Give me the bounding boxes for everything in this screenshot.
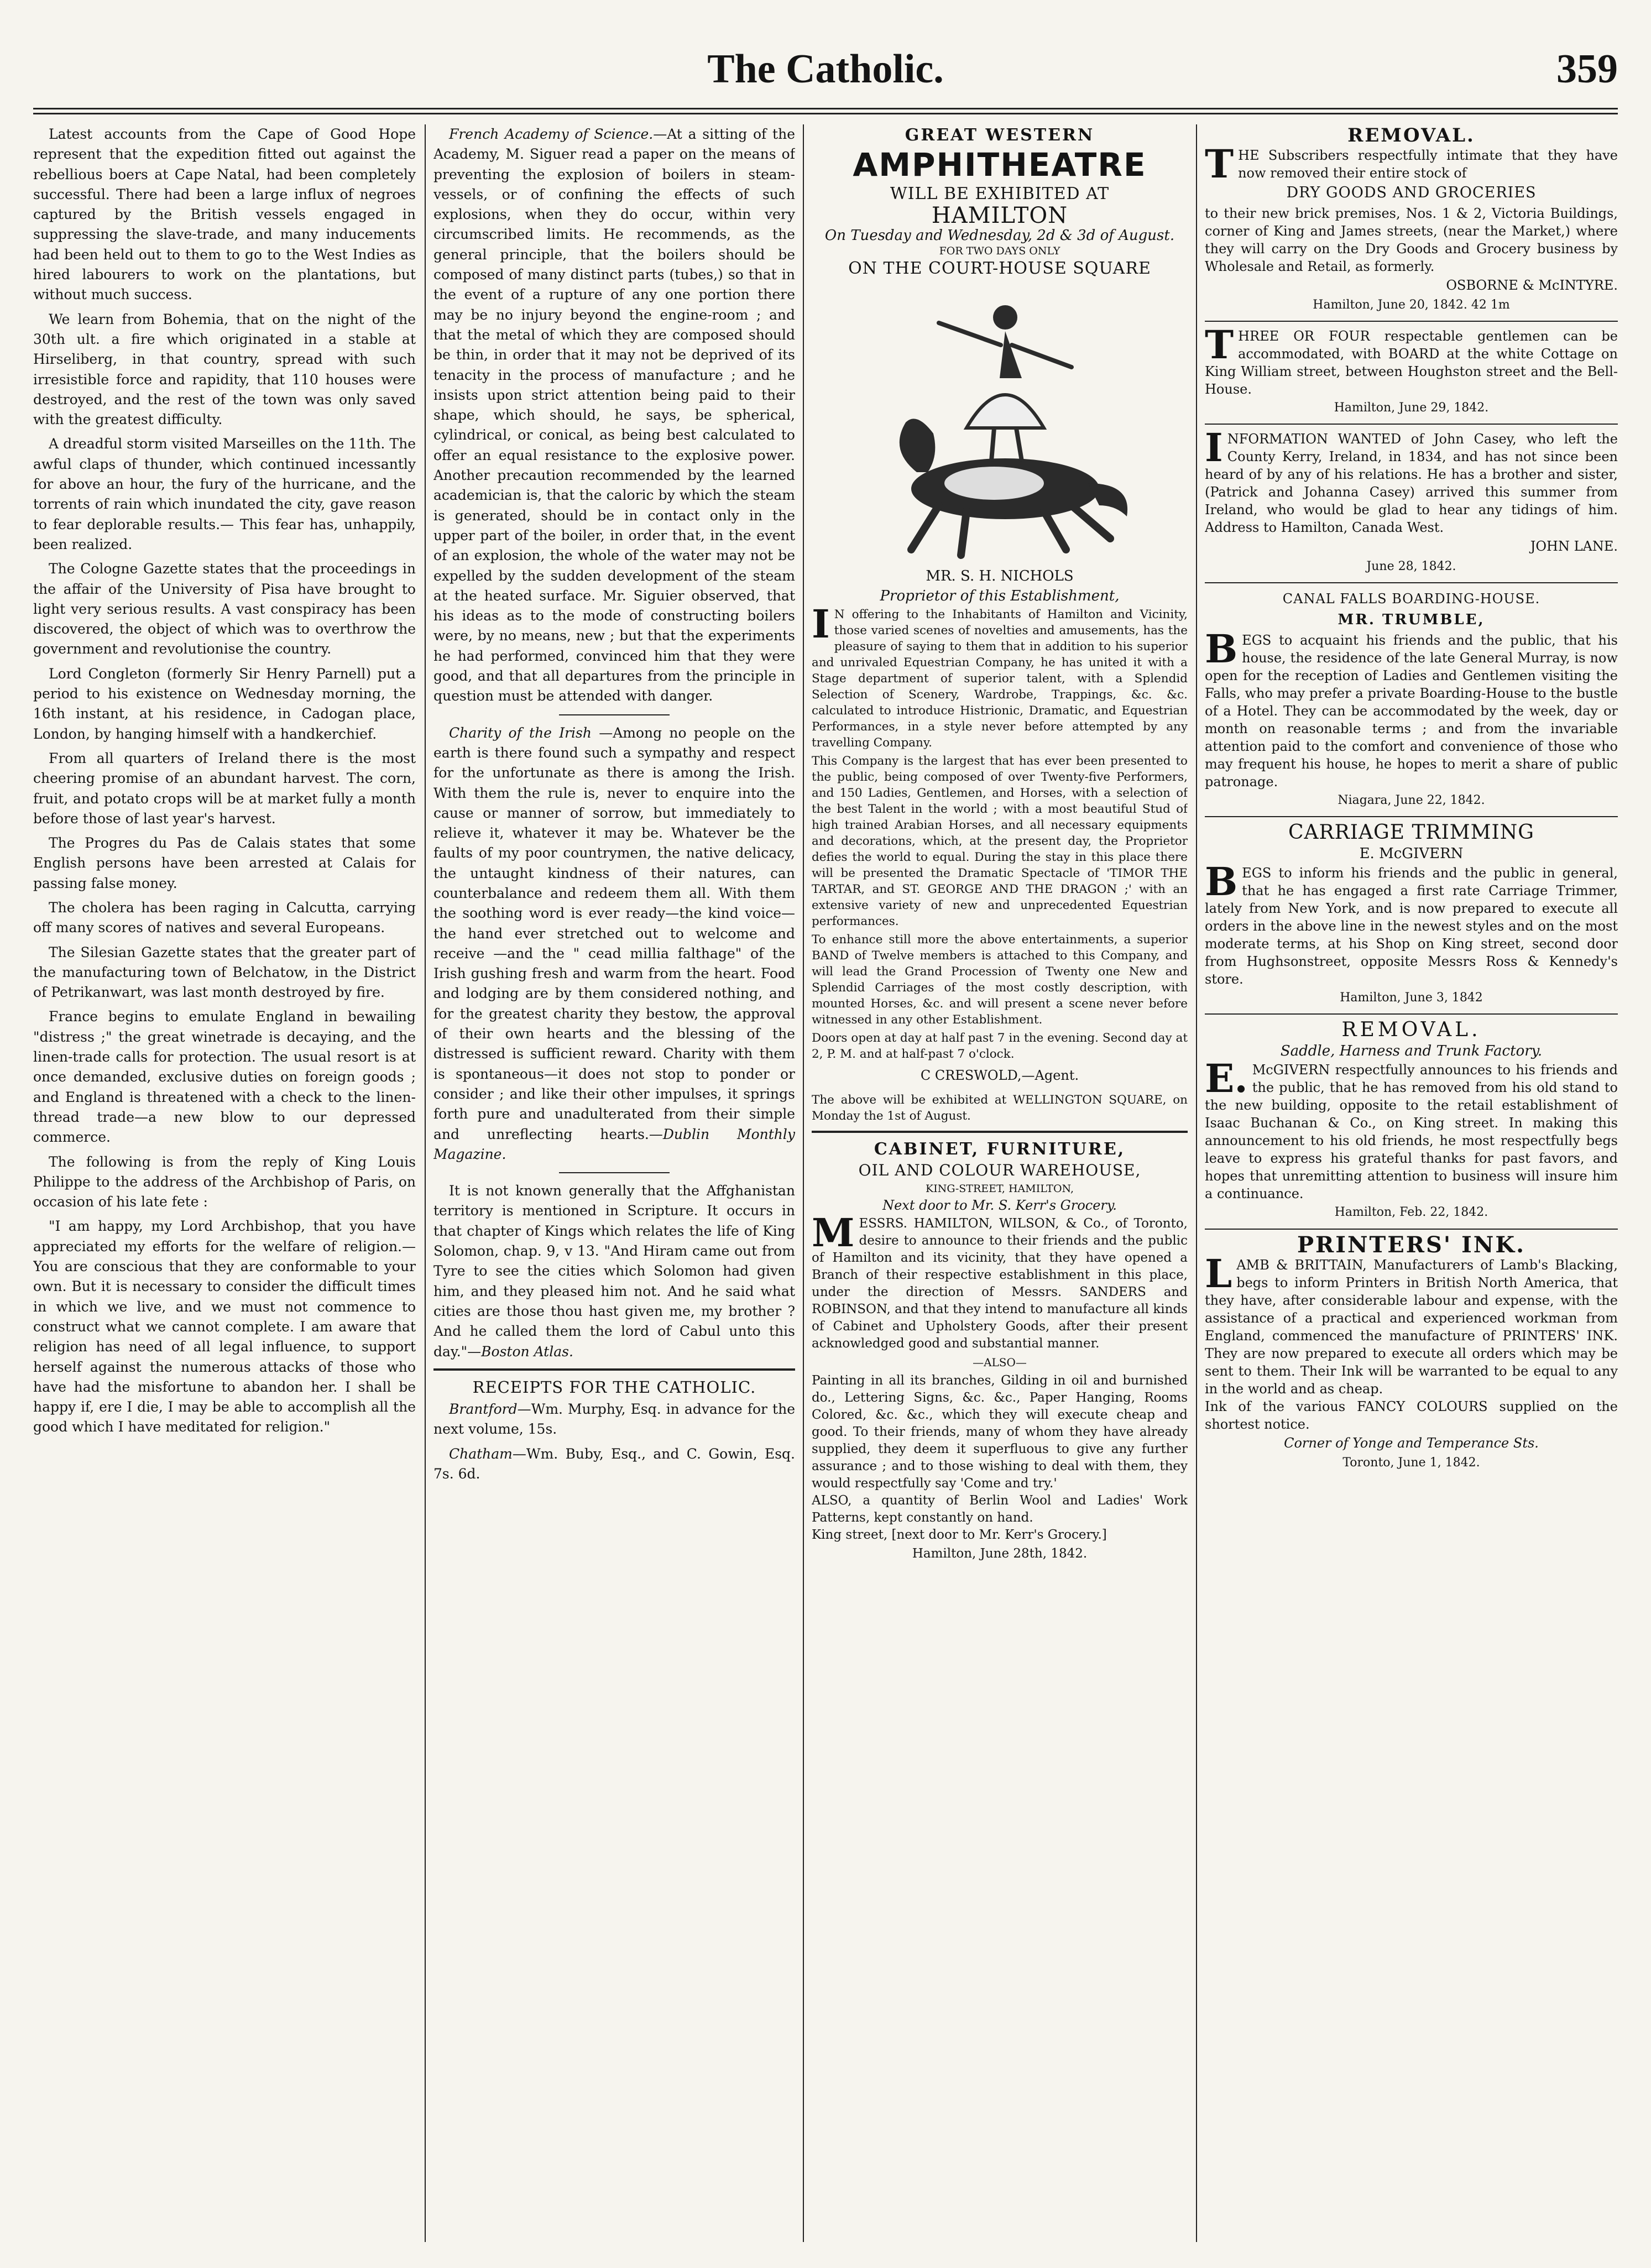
advert-subheading: OIL AND COLOUR WAREHOUSE, — [858, 1161, 1141, 1180]
receipts-heading: RECEIPTS FOR THE CATHOLIC. — [472, 1377, 756, 1397]
advert-location: ON THE COURT-HOUSE SQUARE — [848, 258, 1151, 278]
advert-heading: CABINET, FURNITURE, — [874, 1140, 1126, 1159]
newspaper-title: The Catholic. — [707, 46, 944, 92]
article-paragraph: The Progres du Pas de Calais states that some English persons have been arrested at Calais for passing false money. — [33, 835, 416, 891]
section-rule — [812, 1131, 1188, 1133]
advert-body: Painting in all its branches, Gilding in oil and burnished do., Lettering Signs, &c. &c., Paper Hanging, Rooms Colored, &c. &c., which they will execute cheap and good. To their friends, many of whom they have already supplied, they deem it superfluous to give any further assurance ; and to those wishing to deal with them, they would respectfully say 'Come and try.' — [812, 1373, 1188, 1491]
divider — [1205, 1229, 1618, 1230]
article-paragraph: Latest accounts from the Cape of Good Hope represent that the expedition fitted out against the rebellious boers at Cape Natal, had been completely successful. There had been a large influx of negroes captured by the British vessels engaged in suppressing the slave-trade, and many inducements had been held out to them to go to the West Indies as hired labourers to work on the plantations, but without much success. — [33, 126, 416, 303]
advert-heading: REMOVAL. — [1341, 1018, 1481, 1041]
advert-goods: DRY GOODS AND GROCERIES — [1286, 184, 1537, 202]
advert-body: To enhance still more the above entertainments, a superior BAND of Twelve members is attached to this Company, and will lead the Grand Procession of Twenty one New and Splendid Carriages of the most costly description, with mounted Horses, &c. and will present a scene never before witnessed in any other Establishment. — [812, 932, 1188, 1027]
advert-body: BEGS to acquaint his friends and the public, that his house, the residence of the late General Murray, is now open for the reception of Ladies and Gentlemen visiting the Falls, who may prefer a private Boarding-House to the bustle of a Hotel. They can be accommodated by the week, day or month on reasonable terms ; and from the invariable attention paid to the comfort and convenience of those who may frequent his house, he hopes to merit a share of public patronage. — [1205, 625, 1618, 790]
advert-signature: JOHN LANE. — [1530, 539, 1618, 555]
advert-body: Doors open at day at half past 7 in the evening. Second day at 2, P. M. and at half-past 7 o'clock. — [812, 1031, 1188, 1061]
article-lead: French Academy of Science. — [449, 126, 654, 142]
equestrian-illustration-icon — [856, 284, 1143, 561]
advert-date: Hamilton, June 3, 1842 — [1340, 990, 1483, 1005]
advert-signature: OSBORNE & McINTYRE. — [1446, 277, 1618, 293]
receipt-entry: Brantford—Wm. Murphy, Esq. in advance for the next volume, 15s. — [433, 1401, 795, 1438]
article-paragraph: French Academy of Science.—At a sitting of the Academy, M. Siguer read a paper on the means of preventing the explosion of boilers in steam-vessels, or of confining the effects of such explosions, when they do occur, within very circumscribed limits. He recommends, as the general principle, that the boilers should be composed of many distinct parts (tubes,) so that in the event of a rupture of any one portion there may be no injury beyond the engine-room ; and that the metal of which they are composed should be thin, in order that it may not be deprived of its tenacity in the process of manufacture ; and he insists upon strict attention being paid to their shape, which should, he says, be spherical, cylindrical, or conical, as being best calculated to offer an equal resistance to the explosive power. Another precaution recommended by the learned academician is, that the caloric by which the steam is generated, should be in contact only in the upper part of the boiler, in order that, in the event of an explosion, the whole of the water may not be expelled by the sudden development of the steam at the heated surface. Mr. Siguier observed, that his ideas as to the mode of constructing boilers were, by no means, new ; but that the experiments he had performed, convinced him that they were good, and that all departures from the principle in question must be attended with danger. — [433, 126, 795, 704]
advert-heading: CARRIAGE TRIMMING — [1288, 821, 1534, 844]
advert-body: to their new brick premises, Nos. 1 & 2, Victoria Buildings, corner of King and James streets, (near the Market,) where they will carry on the Dry Goods and Grocery business by Wholesale and Retail, as formerly. — [1205, 205, 1618, 274]
article-paragraph: The Cologne Gazette states that the proceedings in the affair of the University of Pisa have brought to light very serious results. A vast conspiracy has been discovered, the object of which was to overthrow the government and revolutionise the country. — [33, 561, 416, 657]
proprietor-name: MR. S. H. NICHOLS — [926, 568, 1074, 585]
column-divider — [425, 124, 426, 2242]
advert-date: Niagara, June 22, 1842. — [1337, 793, 1485, 807]
divider — [1205, 816, 1618, 817]
divider — [559, 1172, 670, 1173]
advert-also: —ALSO— — [973, 1355, 1027, 1369]
advert-date: Hamilton, June 29, 1842. — [1334, 401, 1489, 415]
article-paragraph: The cholera has been raging in Calcutta, carrying off many scores of natives and several Europeans. — [33, 899, 416, 936]
advert-date: Toronto, June 1, 1842. — [1342, 1456, 1480, 1470]
advert-name: E. McGIVERN — [1359, 845, 1464, 863]
divider — [1205, 582, 1618, 583]
advert-column-4 — [1205, 124, 1618, 2242]
advert-subheading: MR. TRUMBLE, — [1337, 612, 1485, 629]
article-paragraph: We learn from Bohemia, that on the night of the 30th ult. a fire which originated in a stable at Hirseliberg, in that country, spread with such irresistible force and rapidity, that 110 houses were destroyed, and the rest of the town was only saved with the greatest difficulty. — [33, 311, 416, 428]
masthead-rule-bottom — [33, 113, 1618, 114]
article-paragraph: The following is from the reply of King Louis Philippe to the address of the Archbishop of Paris, on occasion of his late fete : — [33, 1153, 416, 1210]
advert-heading: AMPHITHEATRE — [853, 146, 1147, 184]
divider — [1205, 321, 1618, 322]
advert-date: Hamilton, Feb. 22, 1842. — [1334, 1205, 1488, 1220]
advert-body: THE Subscribers respectfully intimate that they have now removed their entire stock of — [1205, 141, 1618, 187]
advert-body: LAMB & BRITTAIN, Manufacturers of Lamb's Blacking, begs to inform Printers in British North America, that they have, after considerable labour and expense, with the assistance of a practical and experienced workman from England, commenced the manufacture of PRINTERS' INK. They are now prepared to execute all orders which may be sent to them. Their Ink will be warranted to be equal to any in the world and as cheap. — [1205, 1251, 1618, 1397]
advert-date: Hamilton, June 20, 1842. 42 1m — [1313, 297, 1510, 312]
divider — [1205, 424, 1618, 425]
advert-subheading: GREAT WESTERN — [905, 126, 1095, 145]
advert-body: Ink of the various FANCY COLOURS supplied on the shortest notice. — [1205, 1399, 1618, 1433]
advert-body: E. McGIVERN respectfully announces to his friends and the public, that he has removed from his old stand to the new building, opposite to the retail establishment of Isaac Buchanan & Co., on King street. In making this announcement to his old friends, he most respectfully begs leave to express his grateful thanks for past favors, and hopes that unremitting attention to business will insure him a continuance. — [1205, 1055, 1618, 1202]
advert-heading: REMOVAL. — [1347, 124, 1475, 147]
advert-address: KING-STREET, HAMILTON, — [926, 1182, 1074, 1195]
divider — [1205, 1013, 1618, 1015]
article-lead: Charity of the Irish — [449, 724, 592, 741]
section-rule — [433, 1368, 795, 1371]
news-column-1 — [33, 124, 416, 2242]
column-divider — [1196, 124, 1197, 2242]
advert-body: This Company is the largest that has ever been presented to the public, being composed of over Twenty-five Performers, and 150 Ladies, Gentlemen, and Horses, with a selection of the best Talent in the world ; with a most beautiful Stud of high trained Arabian Horses, and all necessary equipments and decorations, which, at the present day, the Proprietor defies the world to equal. During the stay in this place there will be presented the Dramatic Spectacle of 'TIMOR THE TARTAR, and ST. GEORGE AND THE DRAGON ;' with an extensive variety of new and unprecedented Equestrian performances. — [812, 754, 1188, 928]
advert-body: ALSO, a quantity of Berlin Wool and Ladies' Work Patterns, kept constantly on hand. — [812, 1493, 1188, 1525]
advert-heading: CANAL FALLS BOARDING-HOUSE. — [1282, 591, 1540, 607]
proprietor-title: Proprietor of this Establishment, — [880, 588, 1120, 605]
article-paragraph: "I am happy, my Lord Archbishop, that you have appreciated my efforts for the welfare of religion.—You are conscious that they are conformable to your own. But it is necessary to consider the difficult times in which we live, and we must not commence to construct what we cannot complete. I am aware that religion has need of all legal influence, to support herself against the numerous attacks of those who have had the misfortune to abandon her. I shall be happy if, ere I die, I may be able to accomplish all the good which I have meditated for religion." — [33, 1218, 416, 1435]
receipt-entry: Chatham—Wm. Buby, Esq., and C. Gowin, Esq. 7s. 6d. — [433, 1445, 795, 1482]
advert-body: MESSRS. HAMILTON, WILSON, & Co., of Toronto, desire to announce to their friends and the public of Hamilton and its vicinity, that they have opened a Branch of their respective establishment in this place, under the direction of Messrs. SANDERS and ROBINSON, and that they intend to manufacture all kinds of Cabinet and Upholstery Goods, after their present acknowledged good and substantial manner. — [812, 1209, 1188, 1351]
article-paragraph: France begins to emulate England in bewailing "distress ;" the great winetrade is decaying, and the linen-trade calls for protection. The usual resort is at once demanded, exclusive duties on foreign goods ; and England is threatened with a check to the linen-thread trade—a new blow to our depressed commerce. — [33, 1008, 416, 1146]
advert-body: THREE OR FOUR respectable gentlemen can be accommodated, with BOARD at the white Cottage on King William street, between Houghston street and the Bell-House. — [1205, 322, 1618, 398]
article-source: Boston Atlas. — [481, 1343, 573, 1360]
advert-date: June 28, 1842. — [1366, 559, 1456, 573]
advert-body: I N offering to the Inhabitants of Hamilton and Vicinity, those varied scenes of novelties and amusements, has the pleasure of saying to them that in addition to his superior and unrivaled Equestrian Company, he has united it with a Stage department of superior talent, with a Splendid Selection of Scenery, Wardrobe, Trappings, &c. &c. calculated to introduce Histrionic, Dramatic, and Equestrian Performances, in a style never before attempted by any travelling Company. — [812, 600, 1188, 750]
advert-date: Hamilton, June 28th, 1842. — [912, 1546, 1088, 1561]
advert-subheading: WILL BE EXHIBITED AT — [890, 184, 1110, 204]
advert-column-3 — [812, 124, 1188, 2242]
advert-note: Next door to Mr. S. Kerr's Grocery. — [882, 1197, 1117, 1213]
advert-subheading: Saddle, Harness and Trunk Factory. — [1280, 1043, 1543, 1060]
advert-agent: C CRESWOLD,—Agent. — [920, 1067, 1079, 1083]
divider — [559, 714, 670, 715]
advert-body: BEGS to inform his friends and the public in general, that he has engaged a first rate Carriage Trimmer, lately from New York, and is now prepared to execute all orders in the above line in the newest styles and on the most moderate terms, at his Shop on King street, second door from Hughsonstreet, opposite Messrs Ross & Kennedy's store. — [1205, 858, 1618, 987]
advert-dates: On Tuesday and Wednesday, 2d & 3d of August. — [824, 227, 1175, 244]
article-paragraph: A dreadful storm visited Marseilles on the 11th. The awful claps of thunder, which continued incessantly for above an hour, the fury of the hurricane, and the torrents of rain which inundated the city, gave reason to fear deplorable results.— This fear has, unhappily, been realized. — [33, 436, 416, 552]
advert-body: The above will be exhibited at WELLINGTON SQUARE, on Monday the 1st of August. — [812, 1093, 1188, 1123]
article-paragraph: From all quarters of Ireland there is the most cheering promise of an abundant harvest. The corn, fruit, and potato crops will be at market fully a month before those of last year's harvest. — [33, 750, 416, 827]
news-column-2 — [433, 124, 795, 2242]
article-paragraph: It is not known generally that the Affghanistan territory is mentioned in Scripture. It occurs in that chapter of Kings which relates the life of King Solomon, chap. 9, v 13. "And Hiram came out from Tyre to see the cities which Solomon had given him, and they pleased him not. And he said what cities are those thou hast given me, my brother ? And he called them the lord of Cabul unto this day."—Boston Atlas. — [433, 1183, 795, 1360]
advert-heading: PRINTERS' INK. — [1297, 1231, 1526, 1258]
masthead — [33, 39, 1618, 100]
article-source: —Dublin Monthly Magazine. — [433, 1126, 795, 1162]
masthead-rule-top — [33, 108, 1618, 109]
advert-address: Corner of Yonge and Temperance Sts. — [1284, 1435, 1539, 1451]
advert-note: FOR TWO DAYS ONLY — [939, 244, 1060, 257]
cabinet-advert — [812, 1140, 1188, 1564]
advert-body: King street, [next door to Mr. Kerr's Grocery.] — [812, 1528, 1107, 1543]
article-paragraph: Lord Congleton (formerly Sir Henry Parnell) put a period to his existence on Wednesday morning, the 16th instant, at his residence, in Cadogan place, London, by hanging himself with a handkerchief. — [33, 665, 416, 742]
article-paragraph: Charity of the Irish —Among no people on the earth is there found such a sympathy and respect for the unfortunate as there is among the Irish. With them the rule is, never to enquire into the cause or manner of sorrow, but immediately to relieve it, whatever it may be. Whatever be the faults of my poor countrymen, the native delicacy, the untaught kindness of their natures, can counterbalance and redeem them all. With them the soothing word is ever ready—the kind voice—the hand ever stretched out to welcome and receive —and the " cead millia falthage" of the Irish gushing fresh and warm from the heart. Food and lodging are by them considered nothing, and for the greatest charity they bestow, the approval of their own hearts and the blessing of the distressed is sufficient reward. Charity with them is spontaneous—it does not stop to ponder or consider ; and like their other impulses, it springs forth pure and unadulterated from their simple and unreflecting hearts.—Dublin Monthly Magazine. — [433, 724, 795, 1162]
advert-city: HAMILTON — [931, 202, 1068, 228]
amphitheatre-advert — [812, 126, 1188, 1124]
article-paragraph: The Silesian Gazette states that the greater part of the manufacturing town of Belchatow, in the District of Petrikanwart, was last month destroyed by fire. — [33, 944, 416, 1001]
column-divider — [803, 124, 804, 2242]
page-number: 359 — [1556, 46, 1618, 92]
advert-body: INFORMATION WANTED of John Casey, who left the County Kerry, Ireland, in 1834, and has not since been heard of by any of his relations. He has a brother and sister, (Patrick and Johanna Casey) arrived this summer from Ireland, who would be glad to hear any tidings of him. Address to Hamilton, Canada West. — [1205, 425, 1618, 536]
